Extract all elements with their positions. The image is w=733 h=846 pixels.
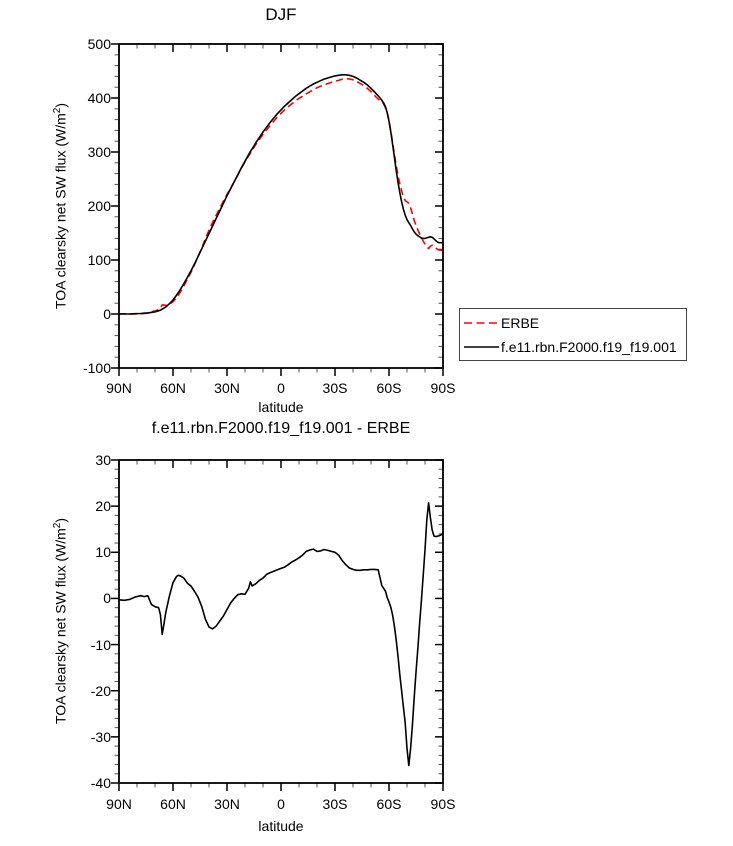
erbe-dashed-line-sample: [463, 318, 500, 328]
top-chart-xlabel: latitude: [258, 399, 304, 415]
top-ytick-label: 400: [87, 90, 111, 106]
bottom-ytick-label: -30: [90, 728, 111, 745]
top-ylabel-superscript: 2: [52, 107, 63, 114]
bottom-ytick-label: 20: [95, 498, 111, 515]
legend-label-model: f.e11.rbn.F2000.f19_f19.001: [501, 339, 677, 355]
bottom-xtick-label: 0: [277, 796, 285, 812]
bottom-ytick-label: -40: [90, 775, 111, 791]
top-ylabel-close: ): [52, 103, 69, 108]
legend-label-erbe: ERBE: [501, 315, 540, 331]
bottom-ylabel-superscript: 2: [52, 522, 63, 529]
top-xtick-label: 90S: [430, 380, 456, 396]
bottom-ylabel-text: TOA clearsky net SW flux (W/m: [52, 528, 69, 725]
bottom-ytick-label: 0: [103, 590, 111, 607]
top-y-ticks: [111, 44, 443, 368]
top-xtick-label: 90N: [106, 380, 132, 396]
bottom-xtick-label: 30S: [322, 796, 348, 812]
diff-line: [119, 503, 443, 766]
bottom-xtick-label: 90S: [430, 796, 456, 812]
legend-box: [459, 308, 687, 361]
top-ytick-label: 0: [103, 306, 111, 322]
bottom-chart-xlabel: latitude: [258, 818, 304, 834]
top-ytick-label: 300: [87, 144, 111, 160]
top-xtick-label: 60N: [160, 380, 186, 396]
legend-row-erbe: [463, 311, 686, 335]
top-ytick-label: 500: [87, 36, 111, 52]
bottom-ytick-label: -20: [90, 682, 111, 699]
top-plot-frame: [119, 44, 443, 368]
top-ylabel-text: TOA clearsky net SW flux (W/m: [52, 113, 69, 310]
top-x-ticks: [119, 44, 443, 376]
bottom-chart: [111, 460, 443, 791]
top-ytick-label: 100: [87, 252, 111, 268]
bottom-ytick-label: 10: [95, 544, 111, 561]
top-xtick-label: 30S: [322, 380, 348, 396]
erbe-line: [119, 79, 443, 314]
top-xtick-label: 60S: [376, 380, 402, 396]
bottom-xtick-label: 90N: [106, 796, 132, 812]
bottom-xtick-label: 30N: [214, 796, 240, 812]
bottom-xtick-label: 60N: [160, 796, 186, 812]
top-chart-title: DJF: [265, 5, 297, 24]
top-xtick-label: 30N: [214, 380, 240, 396]
bottom-chart-title: f.e11.rbn.F2000.f19_f19.001 - ERBE: [151, 420, 411, 437]
top-xtick-label: 0: [277, 380, 285, 396]
top-ytick-label: 200: [87, 198, 111, 214]
bottom-ytick-label: -10: [90, 636, 111, 653]
top-chart: [111, 44, 443, 376]
model-line: [119, 75, 443, 314]
bottom-xtick-label: 60S: [376, 796, 402, 812]
bottom-ylabel-close: ): [52, 518, 69, 523]
model-solid-line-sample: [463, 342, 500, 352]
legend-row-model: [463, 335, 686, 359]
bottom-ytick-label: 30: [95, 452, 111, 468]
top-ytick-label: -100: [82, 360, 111, 376]
